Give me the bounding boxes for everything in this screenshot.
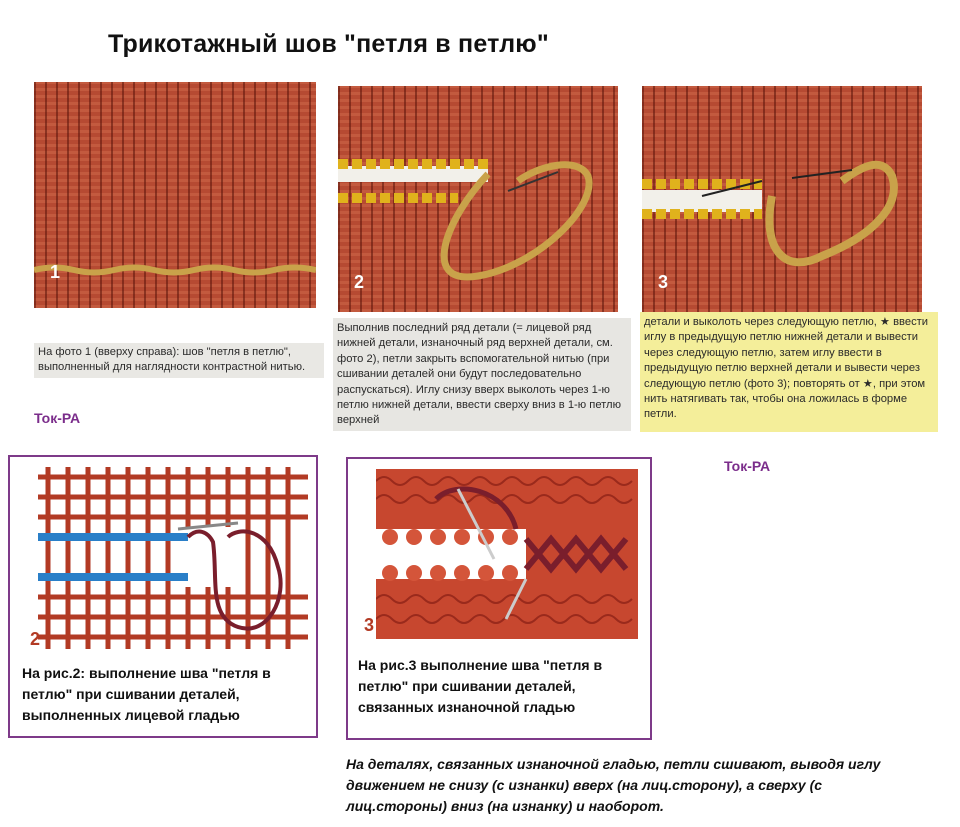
photo-number: 3 xyxy=(658,272,669,292)
figure-number: 3 xyxy=(364,615,375,635)
figure-2-caption: На рис.2: выполнение шва "петля в петлю" при сшивании деталей, выполненных лицевой гладью xyxy=(22,665,271,723)
figure-3-drawing xyxy=(376,469,638,639)
purl-seam-note: На деталях, связанных изнаночной гладью, петли сшивают, выводя иглу движением не снизу (с изнанки) вверх (на лиц.сторону), а сверху (с лиц.стороны) вниз (на изнанку) и наоборот. xyxy=(346,756,881,814)
photo-3 xyxy=(642,86,922,312)
photo-number: 2 xyxy=(354,272,365,292)
figure-3-caption: На рис.3 выполнение шва "петля в петлю" при сшивании деталей, связанных изнаночной гладью xyxy=(358,657,603,715)
watermark-label: Ток-РА xyxy=(724,458,771,474)
watermark-label: Ток-РА xyxy=(34,410,81,426)
photo-caption-1: На фото 1 (вверху справа): шов "петля в петлю", выполненный для наглядности контрастной нитью. xyxy=(34,343,324,378)
contrast-seam-illustration xyxy=(34,82,316,308)
figure-2-drawing xyxy=(38,467,308,649)
page-title: Трикотажный шов "петля в петлю" xyxy=(108,30,549,58)
figure-3-box xyxy=(346,457,652,740)
photo-2 xyxy=(338,86,618,312)
seam-step-illustration xyxy=(642,86,922,312)
figure-2-box xyxy=(8,455,318,738)
seam-step-illustration xyxy=(338,86,618,312)
photo-1 xyxy=(34,82,316,308)
photo-caption-3: детали и выколоть через следующую петлю, ★ ввести иглу в предыдущую петлю нижней детали и вывести через следующую петлю, затем иглу ввести в предыдущую петлю верхней детали и вывести через следующую петлю (фото 3); повторять от ★, при этом нить натягивать так, чтобы она ложилась в форме петли. xyxy=(640,312,938,432)
stockinette-seam-diagram xyxy=(38,467,308,649)
figure-number: 2 xyxy=(30,629,41,649)
photo-number: 1 xyxy=(50,262,61,282)
photo-caption-2: Выполнив последний ряд детали (= лицевой ряд нижней детали, изнаночный ряд верхней детали, см. фото 2), петли закрыть вспомогательной нитью (при сшивании деталей они будут последовательно распускаться). Иглу снизу вверх выколоть через 1-ю петлю нижней детали, ввести сверху вниз в 1-ю петлю верхней xyxy=(333,318,631,431)
purl-seam-diagram xyxy=(376,469,638,639)
